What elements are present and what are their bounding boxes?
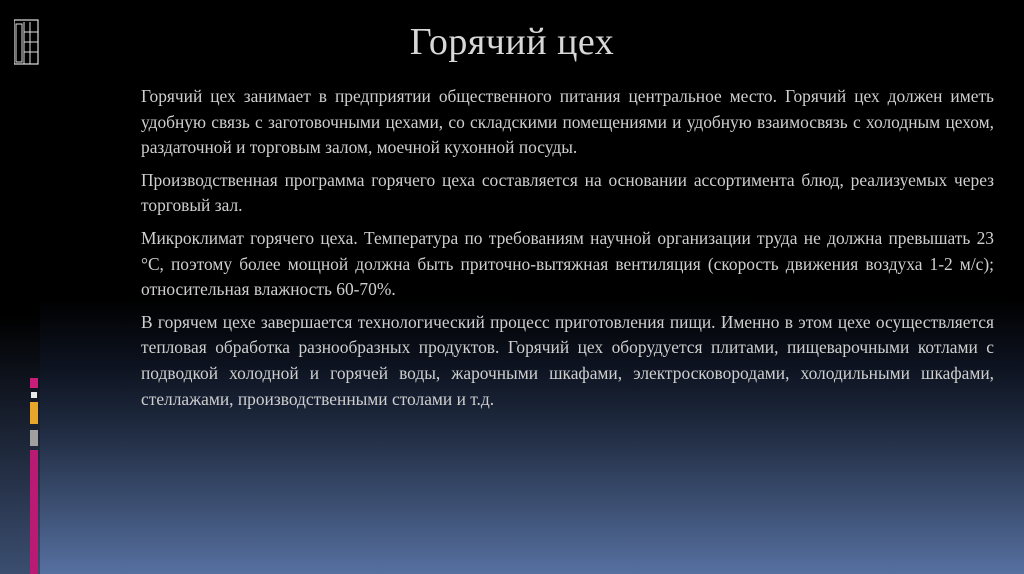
paragraph-1: Горячий цех занимает в предприятии общественного питания центральное место. Горячий цех должен иметь удобную связь с заготовочными цехами, со складскими помещениями и удобную взаимосвязь с холодным цехом, раздаточной и торговым залом, моечной кухонной посуды.	[141, 86, 994, 158]
accent-bar-white	[31, 392, 37, 398]
accent-bar-magenta	[30, 450, 38, 574]
accent-bar-pink	[30, 378, 38, 388]
paragraph-3: Микроклимат горячего цеха. Температура по требованиям научной организации труда не должна превышать 23 °С, поэтому более мощной должна быть приточно-вытяжная вентиляция (скорость движения воздуха 1-2 м/с); относительная влажность 60-70%.	[141, 227, 994, 300]
accent-bar-gray	[30, 430, 38, 446]
slide-title: Горячий цех	[409, 21, 615, 63]
slide-body	[141, 84, 994, 419]
paragraph-4: В горячем цехе завершается технологический процесс приготовления пищи. Именно в этом цехе осуществляется тепловая обработка разнообразных продуктов. Горячий цех оборудуется плитами, пищеварочными котлами с подводкой холодной и горячей воды, жарочными шкафами, электросковородами, холодильными шкафами, стеллажами, производственными столами и т.д.	[141, 311, 994, 409]
accent-bar-gold	[30, 402, 38, 424]
paragraph-2: Производственная программа горячего цеха составляется на основании ассортимента блюд, реализуемых через торговый зал.	[141, 169, 994, 216]
